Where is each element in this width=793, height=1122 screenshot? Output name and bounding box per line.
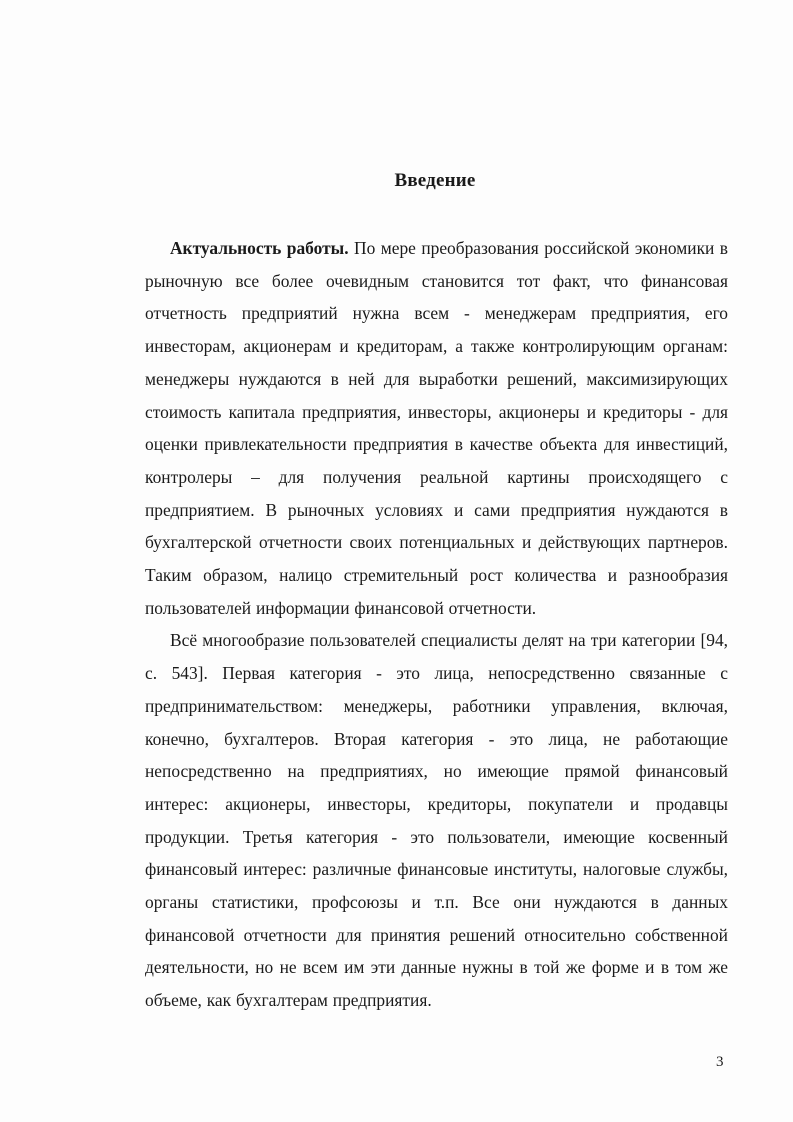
body-text — [145, 232, 728, 1017]
paragraph-user-categories — [145, 624, 728, 1016]
paragraph-lead: Актуальность работы. — [170, 238, 349, 258]
paragraph-text: Всё многообразие пользователей специалисты делят на три категории [94, с. 543]. Первая категория - это лица, непосредственно связанные с предпринимательством: менеджеры, работники управления, включая, конечно, бухгалтеров. Вторая категория - это лица, не работающие непосредственно на предприятиях, но имеющие прямой финансовый интерес: акционеры, инвесторы, кредиторы, покупатели и продавцы продукции. Третья категория - это пользователи, имеющие косвенный финансовый интерес: различные финансовые институты, налоговые службы, органы статистики, профсоюзы и т.п. Все они нуждаются в данных финансовой отчетности для принятия решений относительно собственной деятельности, но не всем им эти данные нужны в той же форме и в том же объеме, как бухгалтерам предприятия. — [145, 630, 728, 1011]
page-title: Введение — [394, 170, 476, 191]
paragraph-text: По мере преобразования российской экономики в рыночную все более очевидным становится тот факт, что финансовая отчетность предприятий нужна всем - менеджерам предприятия, его инвесторам, акционерам и кредиторам, а также контролирующим органам: менеджеры нуждаются в ней для выработки решений, максимизирующих стоимость капитала предприятия, инвесторы, акционеры и кредиторы - для оценки привлекательности предприятия в качестве объекта для инвестиций, контролеры – для получения реальной картины происходящего с предприятием. В рыночных условиях и сами предприятия нуждаются в бухгалтерской отчетности своих потенциальных и действующих партнеров. Таким образом, налицо стремительный рост количества и разнообразия пользователей информации финансовой отчетности. — [145, 238, 728, 618]
page-number: 3 — [716, 1054, 724, 1070]
paragraph-relevance — [145, 232, 728, 624]
